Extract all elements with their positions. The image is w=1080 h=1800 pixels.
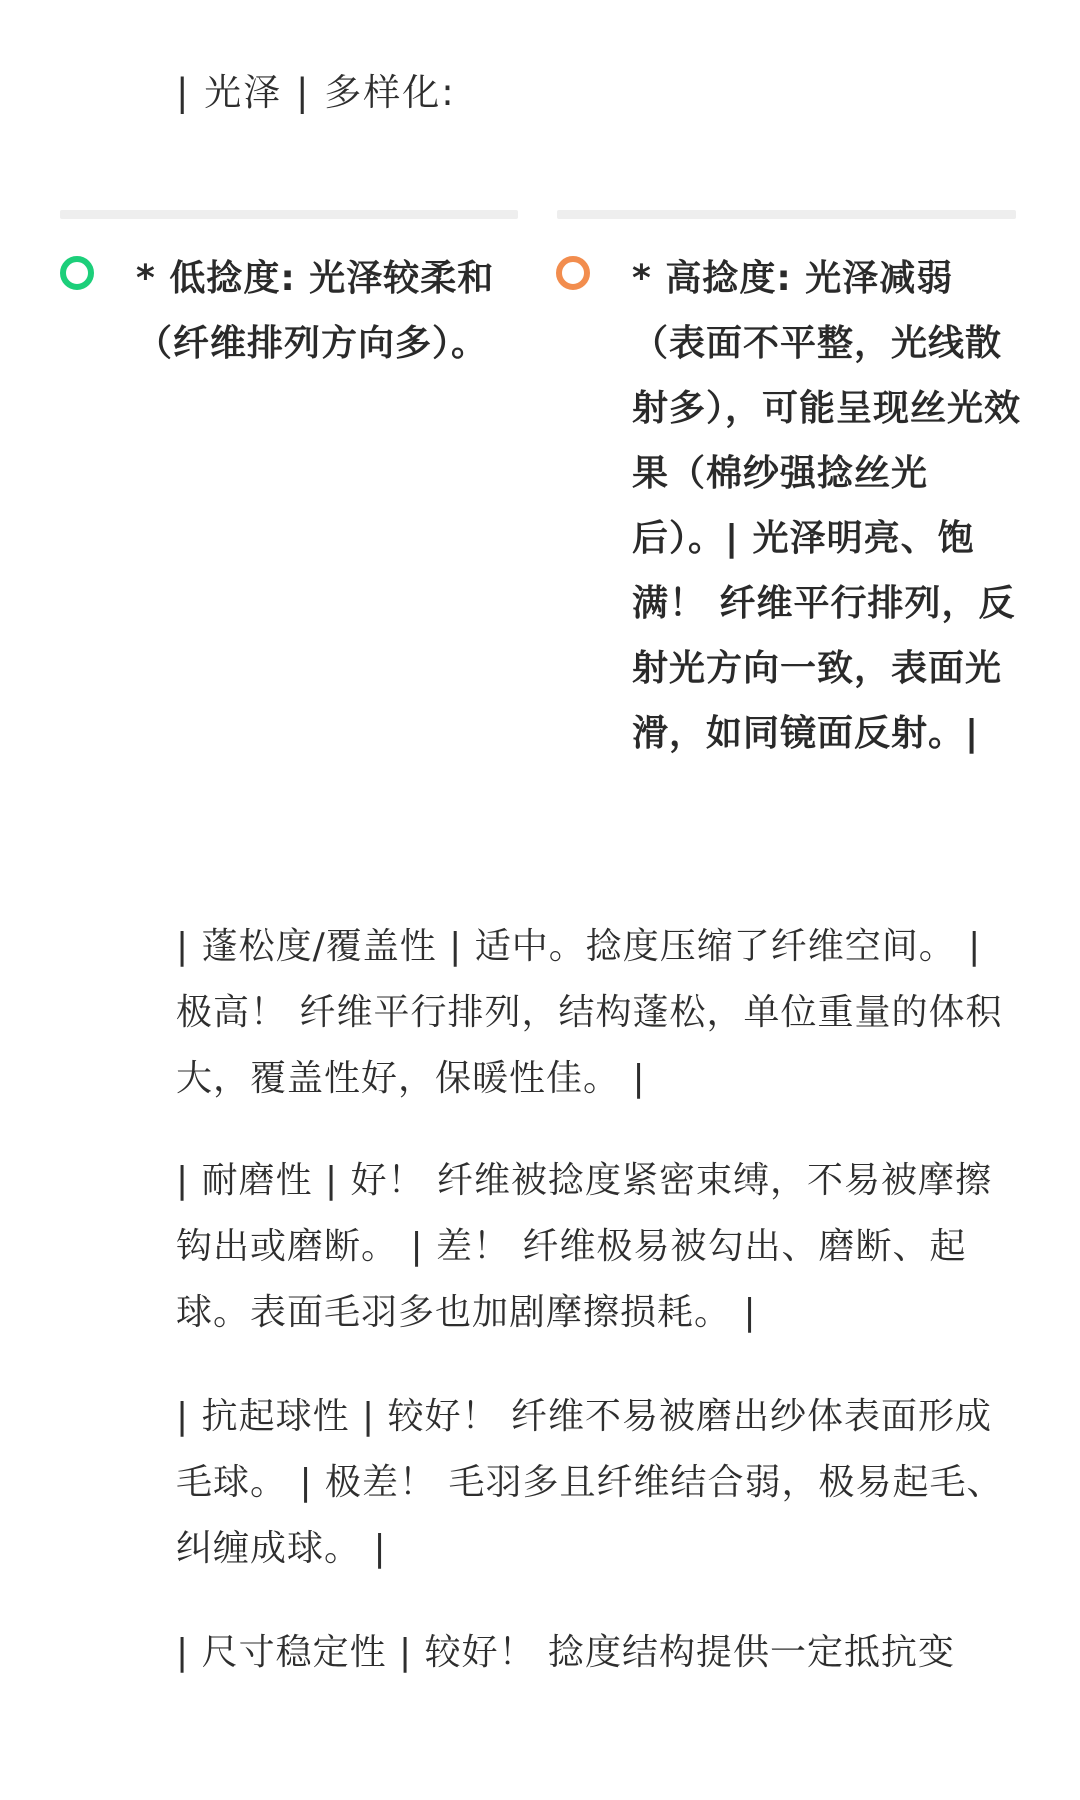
low-twist-text: * 低捻度: 光泽较柔和（纤维排列方向多）。	[136, 258, 495, 364]
right-column-divider	[557, 210, 1016, 219]
orange-circle-icon	[556, 256, 590, 290]
pilling-row: | 抗起球性 | 较好！ 纤维不易被磨出纱体表面形成毛球。 | 极差！ 毛羽多且纤维结合弱，极易起毛、纠缠成球。 |	[176, 1396, 1004, 1569]
abrasion-row: | 耐磨性 | 好！ 纤维被捻度紧密束缚，不易被摩擦钩出或磨断。 | 差！ 纤维极易被勾出、磨断、起球。表面毛羽多也加剧摩擦损耗。 |	[176, 1160, 993, 1333]
left-column-divider	[60, 210, 518, 219]
high-twist-text: * 高捻度: 光泽减弱（表面不平整，光线散射多），可能呈现丝光效果（棉纱强捻丝光后）。| 光泽明亮、饱满！ 纤维平行排列，反射光方向一致，表面光滑，如同镜面反射。|	[632, 258, 1022, 754]
green-circle-icon	[60, 256, 94, 290]
dimensional-stability-row: | 尺寸稳定性 | 较好！ 捻度结构提供一定抵抗变	[176, 1632, 956, 1673]
gloss-row-header: | 光泽 | 多样化:	[176, 71, 456, 114]
bulkiness-row: | 蓬松度/覆盖性 | 适中。捻度压缩了纤维空间。 | 极高！ 纤维平行排列，结构蓬松，单位重量的体积大，覆盖性好，保暖性佳。 |	[176, 926, 1003, 1099]
